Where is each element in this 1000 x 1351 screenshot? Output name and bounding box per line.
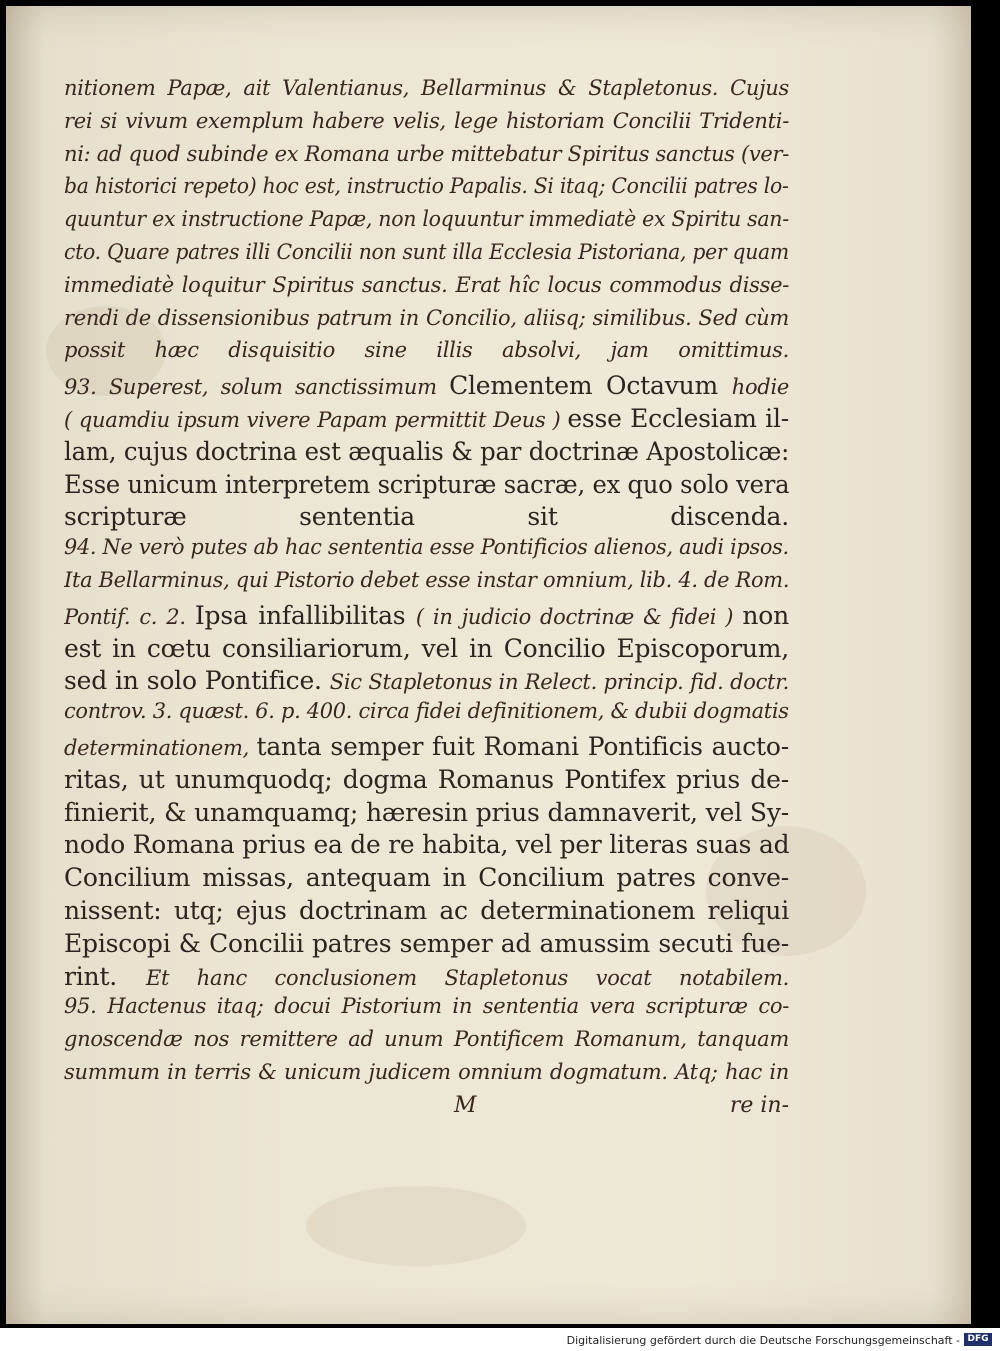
text-line (64, 502, 789, 534)
text-line (64, 338, 789, 370)
text-line (64, 634, 789, 666)
text-line (64, 207, 789, 239)
text-line (64, 1027, 789, 1059)
catchline (64, 1093, 789, 1125)
text-line (64, 240, 789, 272)
text-line (64, 765, 789, 797)
text-run: tanta semper fuit Romani Pontificis aucto- (256, 732, 789, 761)
text-run: Ita Bellarminus, qui Pistorio debet esse instar omnium, lib. 4. de Rom. (64, 568, 789, 592)
text-run: Concilium missas, antequam in Concilium patres conve- (64, 863, 789, 893)
text-run: rendi de dissensionibus patrum in Concilio, aliisq; similibus. Sed cùm (64, 305, 789, 330)
text-line (64, 76, 789, 108)
text-run: 93. Superest, solum sanctissimum (64, 375, 450, 400)
text-line (64, 470, 789, 502)
text-run: rei si vivum exemplum habere velis, lege historiam Concilii Tridenti- (64, 108, 789, 133)
text-run: nodo Romana prius ea de re habita, vel per literas suas ad (64, 830, 789, 860)
text-line (64, 732, 789, 764)
text-line (64, 404, 789, 436)
text-run: ( in judicio doctrinæ & fidei ) (415, 604, 743, 629)
text-line (64, 371, 789, 403)
text-line (64, 666, 789, 698)
text-run: possit hæc disquisitio sine illis absolvi, jam omittimus. (64, 338, 789, 363)
text-line (64, 896, 789, 928)
footer-credit: Digitalisierung gefördert durch die Deutsche Forschungsgemeinschaft - (566, 1334, 960, 1347)
footer-bar (0, 1329, 1000, 1351)
text-run: lam, cujus doctrina est æqualis & par doctrinæ Apostolicæ: (64, 436, 789, 466)
paper-stain (306, 1186, 526, 1266)
text-run: ritas, ut unumquodq; dogma Romanus Pontifex prius de- (64, 764, 789, 794)
text-run: nissent: utq; ejus doctrinam ac determinationem reliqui (64, 896, 789, 925)
text-line (64, 1060, 789, 1092)
text-run: ba historici repeto) hoc est, instructio Papalis. Si itaq; Concilii patres lo- (64, 174, 789, 199)
text-run: ( quamdiu ipsum vivere Papam permittit Deus ) (64, 408, 568, 432)
text-line (64, 929, 789, 961)
text-line (64, 535, 789, 567)
text-run: determinationem, (64, 736, 257, 760)
text-run: rint. (64, 961, 147, 991)
text-run: ni: ad quod subinde ex Romana urbe mittebatur Spiritus sanctus (ver- (64, 141, 789, 166)
text-line (64, 830, 789, 862)
text-line (64, 568, 789, 600)
text-line (64, 273, 789, 305)
text-run: esse Ecclesiam il- (567, 404, 789, 433)
text-run: 95. Hactenus itaq; docui Pistorium in sententia vera scripturæ co- (64, 994, 789, 1019)
text-run: finierit, & unamquamq; hæresin prius damnaverit, vel Sy- (64, 797, 789, 827)
text-run: summum in terris & unicum judicem omnium dogmatum. Atq; hac in (64, 1060, 789, 1084)
text-run: Sic Stapletonus in Relect. princip. fid. doctr. (329, 670, 789, 695)
text-run: Pontif. c. 2. (64, 604, 195, 629)
text-line (64, 109, 789, 141)
book-page (6, 6, 971, 1324)
text-run: sed in solo Pontifice. (64, 666, 330, 696)
text-line (64, 437, 789, 469)
text-line (64, 142, 789, 174)
text-line (64, 174, 789, 206)
text-run: Ipsa infallibilitas (194, 600, 416, 630)
text-run: 94. Ne verò putes ab hac sententia esse Pontificios alienos, audi ipsos. (64, 535, 789, 560)
text-run: Clementem Octavum (449, 371, 732, 401)
text-run: hodie (731, 375, 789, 400)
text-run: cto. Quare patres illi Concilii non sunt illa Ecclesia Pistoriana, per quam (64, 240, 789, 264)
text-line (64, 699, 789, 731)
catchword: re in- (729, 1092, 789, 1118)
text-run: quuntur ex instructione Papæ, non loquuntur immediatè ex Spiritu san- (64, 207, 789, 232)
text-line (64, 962, 789, 994)
text-run: Episcopi & Concilii patres semper ad amussim secuti fue- (64, 928, 789, 958)
text-line (64, 306, 789, 338)
text-run: controv. 3. quæst. 6. p. 400. circa fidei definitionem, & dubii dogmatis (64, 699, 789, 724)
text-line (64, 601, 789, 633)
text-run: Esse unicum interpretem scripturæ sacræ, ex quo solo vera (64, 469, 789, 499)
dfg-logo: DFG (964, 1333, 992, 1346)
text-run: Et hanc conclusionem Stapletonus vocat notabilem. (146, 965, 789, 990)
text-run: nitionem Papæ, ait Valentianus, Bellarminus & Stapletonus. Cujus (64, 76, 789, 100)
text-run: gnoscendæ nos remittere ad unum Pontificem Romanum, tanquam (64, 1027, 789, 1052)
text-run: scripturæ sententia sit discenda. (64, 502, 789, 532)
signature-mark: M (454, 1092, 477, 1118)
text-line (64, 994, 789, 1026)
text-line (64, 798, 789, 830)
text-run: est in cœtu consiliariorum, vel in Concilio Episcoporum, (64, 633, 789, 663)
text-run: non (742, 600, 789, 630)
text-run: immediatè loquitur Spiritus sanctus. Erat hîc locus commodus disse- (64, 272, 789, 297)
text-line (64, 863, 789, 895)
